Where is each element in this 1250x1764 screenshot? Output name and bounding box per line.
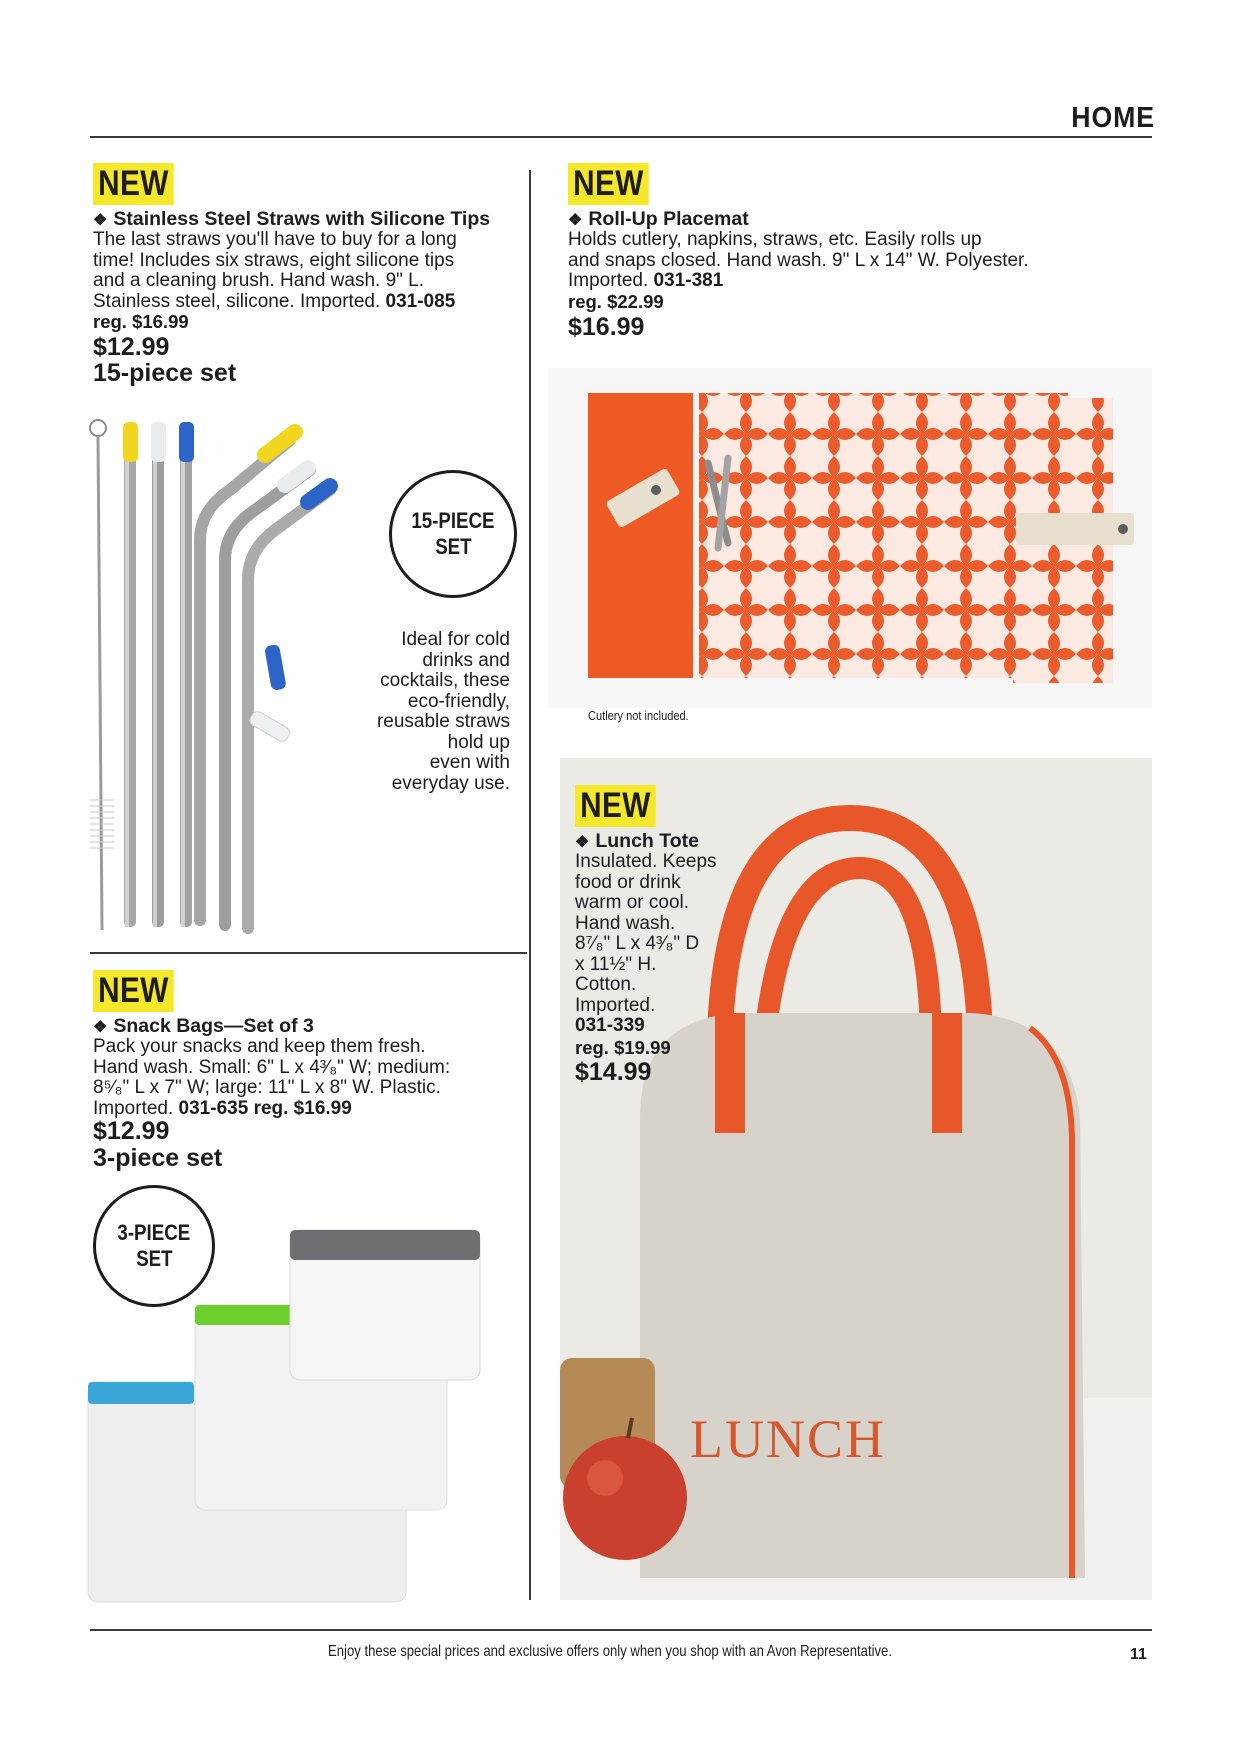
- footer-disclaimer: Enjoy these special prices and exclusive offers only when you shop with an Avon Representative.: [327, 1643, 893, 1660]
- placemat-price: $16.99: [568, 313, 645, 341]
- straws-description: The last straws you'll have to buy for a long time! Includes six straws, eight silicone tips and a cleaning brush. Hand wash. 9" L. Stainless steel, silicone. Imported. 031-085: [93, 229, 457, 312]
- placemat-photo: [548, 368, 1152, 708]
- diamond-icon: ❖: [568, 212, 583, 229]
- snack-item-number: 031-635: [178, 1097, 249, 1119]
- tote-description: Insulated. Keeps food or drink warm or cool. Hand wash. 8⁷⁄₈" L x 4³⁄₈" D x 11½" H. Cotton. Imported. 031-339: [575, 851, 717, 1036]
- placemat-description: Holds cutlery, napkins, straws, etc. Easily rolls up and snaps closed. Hand wash. 9" L x 14" W. Polyester. Imported. 031-381: [568, 229, 1029, 291]
- straws-photo: [80, 410, 380, 940]
- placemat-title: ❖ Roll-Up Placemat: [568, 208, 749, 230]
- straws-set-label: 15-piece set: [93, 359, 237, 387]
- footer-rule: [90, 1629, 1152, 1631]
- snack-price: $12.99: [93, 1117, 170, 1145]
- tote-reg-price: reg. $19.99: [575, 1037, 671, 1058]
- straws-price: $12.99: [93, 333, 170, 361]
- placemat-item-number: 031-381: [653, 270, 724, 291]
- straws-reg-price: reg. $16.99: [93, 311, 189, 332]
- column-divider: [529, 170, 531, 1600]
- snack-piece-circle: 3-PIECE SET: [93, 1185, 215, 1307]
- snack-description: Pack your snacks and keep them fresh. Hand wash. Small: 6" L x 4³⁄₈" W; medium: 8⁵⁄₈" L x 7" W; large: 11" L x 8" W. Plastic. Imported. 031-635 reg. $16.99: [93, 1036, 451, 1119]
- tote-title: ❖ Lunch Tote: [575, 830, 699, 852]
- tote-price: $14.99: [575, 1058, 652, 1086]
- section-title: HOME: [1071, 102, 1155, 134]
- straws-note: Ideal for cold drinks and cocktails, these eco-friendly, reusable straws hold up even with everyday use.: [376, 629, 510, 794]
- diamond-icon: ❖: [93, 212, 108, 229]
- tote-bag-print: LUNCH: [690, 1409, 886, 1469]
- new-badge-placemat: NEW: [568, 163, 649, 205]
- straws-title: ❖ Stainless Steel Straws with Silicone Tips: [93, 208, 491, 230]
- new-badge-snack: NEW: [93, 970, 174, 1012]
- new-badge-straws: NEW: [93, 163, 174, 205]
- snack-title: ❖ Snack Bags—Set of 3: [93, 1015, 314, 1037]
- snack-set-label: 3-piece set: [93, 1144, 223, 1172]
- straws-item-number: 031-085: [385, 290, 456, 312]
- snack-reg-price: reg. $16.99: [253, 1097, 352, 1119]
- snack-bags-photo: [85, 1220, 485, 1610]
- new-badge-tote: NEW: [575, 785, 656, 827]
- header-rule: [90, 136, 1152, 138]
- placemat-reg-price: reg. $22.99: [568, 291, 664, 312]
- straws-piece-circle: 15-PIECE SET: [389, 470, 517, 598]
- straws-section-rule: [90, 952, 527, 954]
- placemat-caption: Cutlery not included.: [588, 708, 689, 723]
- diamond-icon: ❖: [93, 1019, 108, 1036]
- page-number: 11: [1130, 1646, 1147, 1663]
- diamond-icon: ❖: [575, 834, 590, 851]
- tote-item-number: 031-339: [575, 1015, 645, 1036]
